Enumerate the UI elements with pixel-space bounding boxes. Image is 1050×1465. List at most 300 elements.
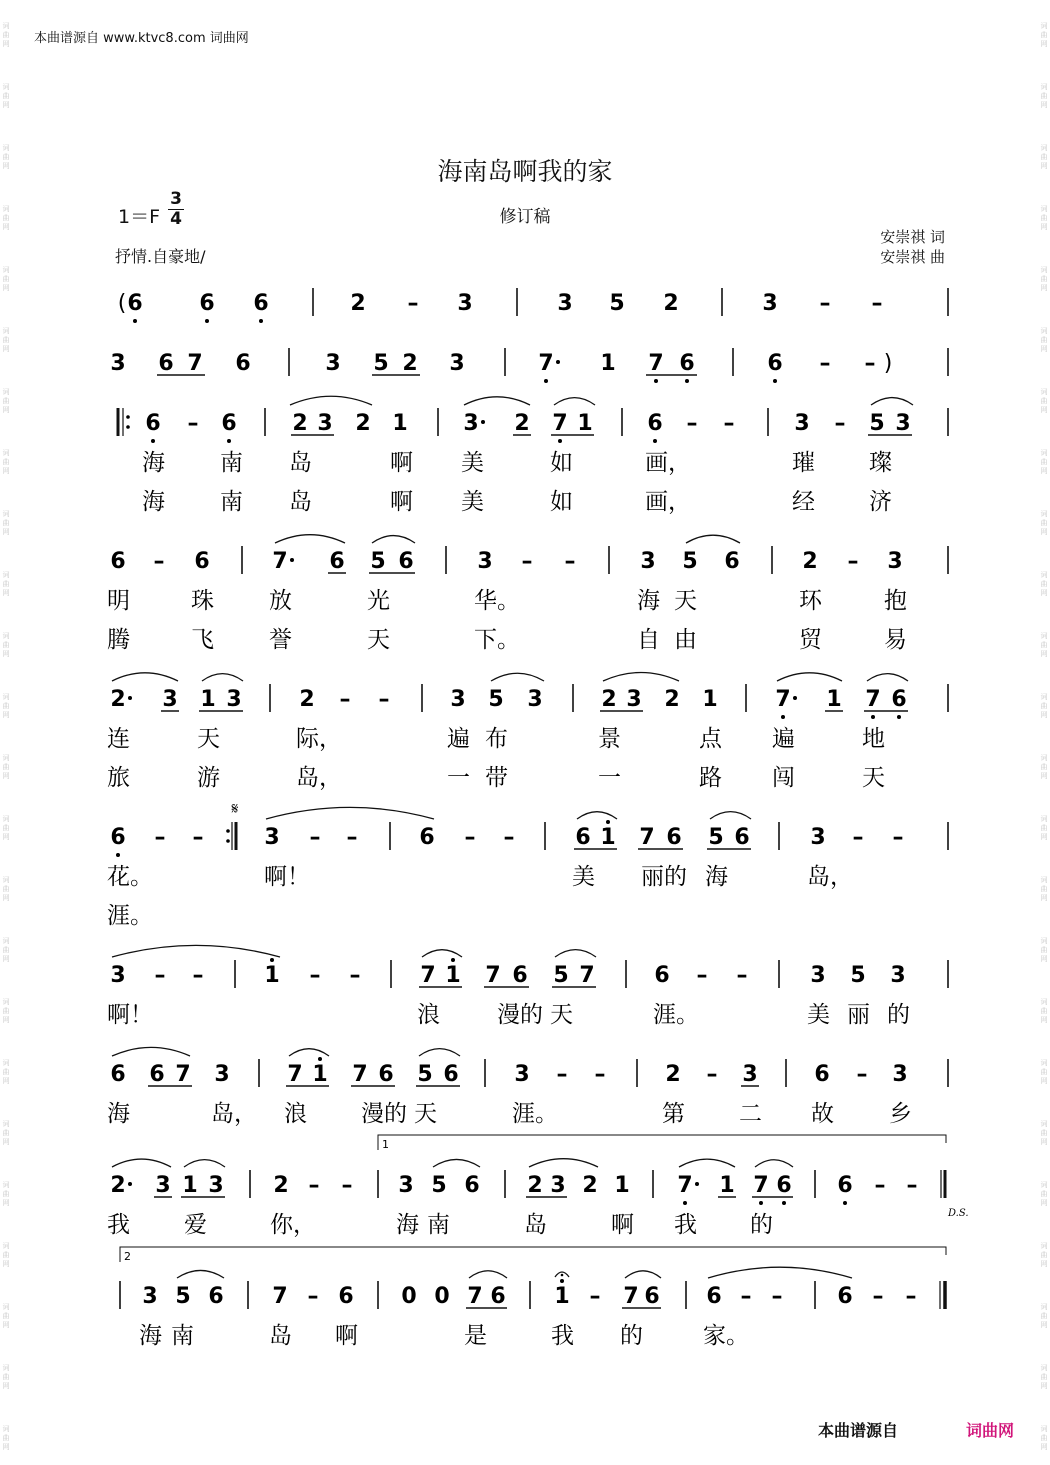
low-octave-dot <box>116 853 120 857</box>
note: 3 <box>214 1062 230 1087</box>
watermark-text: 词 曲 网 <box>2 1059 10 1085</box>
note: 3 <box>317 411 333 436</box>
dash: – <box>852 825 864 850</box>
note: 7 <box>552 411 568 436</box>
lyric: 浪 <box>417 1002 440 1028</box>
slur <box>577 812 617 819</box>
lyric: 景 <box>598 726 621 752</box>
key-signature: 1＝F <box>118 206 161 228</box>
note: 6 <box>329 549 345 574</box>
lyric: 海 <box>107 1101 130 1127</box>
note: 3 <box>325 351 341 376</box>
volta-1-bracket <box>378 1135 946 1150</box>
lyric: 由 <box>674 627 697 653</box>
note: 1 <box>600 351 616 376</box>
lyric: 岛 <box>289 450 312 476</box>
dash: – <box>521 549 533 574</box>
lyric: 明 <box>107 588 130 614</box>
slur <box>372 536 415 543</box>
slur <box>184 1160 225 1167</box>
note: 3 <box>457 291 473 316</box>
lyric: 易 <box>884 627 907 653</box>
high-octave-dot <box>606 820 610 824</box>
note: 6 <box>127 291 143 316</box>
watermark-text: 词 曲 网 <box>1040 266 1048 292</box>
note: 1 <box>577 411 593 436</box>
high-octave-dot <box>560 1279 564 1283</box>
note: 3 <box>162 687 178 712</box>
dash: – <box>871 291 883 316</box>
lyric: 海 <box>142 450 165 476</box>
high-octave-dot <box>270 958 274 962</box>
lyric: 漫的 <box>497 1002 543 1028</box>
slur <box>708 1267 852 1278</box>
note: 3 <box>626 687 642 712</box>
note: 5 <box>850 963 866 988</box>
note: 1 <box>312 1062 328 1087</box>
watermark-text: 词 曲 网 <box>2 876 10 902</box>
note: 3 <box>895 411 911 436</box>
note: 3 <box>477 549 493 574</box>
note: 2 <box>355 411 371 436</box>
lyric: 你， <box>270 1212 316 1238</box>
slur <box>112 673 178 681</box>
dash: – <box>723 411 735 436</box>
augmentation-dot <box>128 1182 132 1186</box>
low-octave-dot <box>781 715 785 719</box>
note: 1 <box>200 687 216 712</box>
note: 6 <box>654 963 670 988</box>
note: 6 <box>110 1062 126 1087</box>
note: 2 <box>292 411 308 436</box>
dash: – <box>556 1062 568 1087</box>
slur <box>686 535 740 543</box>
dash: – <box>906 1173 918 1198</box>
dash: – <box>771 1284 783 1309</box>
dash: – <box>905 1284 917 1309</box>
lyric: 南 <box>427 1212 450 1238</box>
dash: – <box>307 1284 319 1309</box>
note: 2 <box>110 1173 126 1198</box>
lyric: 的 <box>887 1002 910 1028</box>
dash: – <box>187 411 199 436</box>
note: 7 <box>648 351 664 376</box>
dash: – <box>153 549 165 574</box>
watermark-text: 词 曲 网 <box>2 571 10 597</box>
dash: – <box>154 825 166 850</box>
note: 7 <box>865 687 881 712</box>
lyric: 一 <box>598 765 621 791</box>
watermark-text: 词 曲 网 <box>1040 83 1048 109</box>
volta-1-number: 1 <box>382 1138 389 1151</box>
slur <box>112 945 280 957</box>
note: 1 <box>600 825 616 850</box>
note: 5 <box>682 549 698 574</box>
note: 6 <box>443 1062 459 1087</box>
note: 3 <box>142 1284 158 1309</box>
ds-mark: D.S. <box>948 1208 969 1219</box>
dash: – <box>339 687 351 712</box>
slur <box>867 674 908 681</box>
watermark-text: 词 曲 网 <box>2 22 10 48</box>
source-header[interactable]: 本曲谱源自 www.ktvc8.com 词曲网 <box>34 31 249 46</box>
lyric: 是 <box>464 1323 487 1349</box>
tempo-marking: 抒情.自豪地/ <box>115 247 206 266</box>
subtitle: 修订稿 <box>499 207 551 227</box>
slur <box>177 1270 224 1278</box>
note: 3 <box>208 1173 224 1198</box>
note: 6 <box>145 411 161 436</box>
low-octave-dot <box>544 379 548 383</box>
augmentation-dot <box>556 360 560 364</box>
lyric: 连 <box>107 726 130 752</box>
note: 5 <box>431 1173 447 1198</box>
watermark-text: 词 曲 网 <box>2 937 10 963</box>
lyric: 涯。 <box>653 1002 699 1028</box>
lyric: 一 <box>447 765 470 791</box>
watermark-text: 词 曲 网 <box>1040 1181 1048 1207</box>
watermark-text: 词 曲 网 <box>2 388 10 414</box>
lyric: 漫的 <box>361 1101 407 1127</box>
watermark-text: 词 曲 网 <box>1040 571 1048 597</box>
lyric: 布 <box>485 726 508 752</box>
note: 6 <box>110 549 126 574</box>
watermark-text: 词 曲 网 <box>1040 876 1048 902</box>
lyric: 经 <box>792 489 815 515</box>
note: 1 <box>614 1173 630 1198</box>
low-octave-dot <box>654 379 658 383</box>
dash: – <box>341 1173 353 1198</box>
note: 3 <box>794 411 810 436</box>
note: 7 <box>639 825 655 850</box>
lyric: 美 <box>461 489 484 515</box>
note: 6 <box>208 1284 224 1309</box>
lyric: 海 <box>139 1323 162 1349</box>
lyric: 二 <box>739 1101 762 1127</box>
note: 2 <box>663 291 679 316</box>
augmentation-dot <box>128 696 132 700</box>
slur <box>289 1049 329 1056</box>
note: 6 <box>647 411 663 436</box>
note: 5 <box>373 351 389 376</box>
dash: – <box>706 1062 718 1087</box>
note: 1 <box>554 1284 570 1309</box>
lyricist-credit: 安崇祺 词 <box>880 228 945 246</box>
low-octave-dot <box>259 319 263 323</box>
dash: – <box>686 411 698 436</box>
slur <box>755 1160 793 1167</box>
lyric: 下。 <box>474 627 520 653</box>
watermark-text: 词 曲 网 <box>1040 754 1048 780</box>
dash: – <box>736 963 748 988</box>
lyric: 环 <box>799 588 822 614</box>
watermark-text: 词 曲 网 <box>2 144 10 170</box>
note: 6 <box>891 687 907 712</box>
note: 6 <box>512 963 528 988</box>
dash: – <box>834 411 846 436</box>
repeat-dot <box>126 415 130 419</box>
note: 1 <box>826 687 842 712</box>
note: 5 <box>553 963 569 988</box>
watermark-text: 词 曲 网 <box>1040 693 1048 719</box>
note: 7 <box>677 1173 693 1198</box>
note: 6 <box>199 291 215 316</box>
watermark-text: 词 曲 网 <box>2 1303 10 1329</box>
lyric: 地 <box>862 726 885 752</box>
watermark-text: 词 曲 网 <box>2 83 10 109</box>
dash: – <box>308 1173 320 1198</box>
note: 6 <box>644 1284 660 1309</box>
dash: – <box>864 351 876 376</box>
augmentation-dot <box>695 1182 699 1186</box>
dash: – <box>847 549 859 574</box>
watermark-text: 词 曲 网 <box>1040 815 1048 841</box>
watermark-text: 词 曲 网 <box>2 510 10 536</box>
watermark-text: 词 曲 网 <box>1040 327 1048 353</box>
low-octave-dot <box>773 379 777 383</box>
watermark-text: 词 曲 网 <box>1040 1303 1048 1329</box>
lyric: 游 <box>197 765 220 791</box>
note: 2 <box>664 687 680 712</box>
note: 1 <box>445 963 461 988</box>
note: 2 <box>402 351 418 376</box>
slur <box>275 535 345 543</box>
dash: – <box>407 291 419 316</box>
watermark-text: 词 曲 网 <box>1040 144 1048 170</box>
note: 3 <box>640 549 656 574</box>
lyric: 遍 <box>772 726 795 752</box>
note: 2 <box>582 1173 598 1198</box>
low-octave-dot <box>843 1201 847 1205</box>
footer-source: 本曲谱源自 <box>818 1421 899 1440</box>
lyric: 海 <box>142 489 165 515</box>
lyric: 岛 <box>269 1323 292 1349</box>
note: 7 <box>753 1173 769 1198</box>
dash: – <box>154 963 166 988</box>
time-signature-bottom: 4 <box>168 209 184 229</box>
dash: – <box>309 825 321 850</box>
lyric: 美 <box>461 450 484 476</box>
note: 6 <box>235 351 251 376</box>
low-octave-dot <box>151 439 155 443</box>
low-octave-dot <box>205 319 209 323</box>
slur <box>625 1271 661 1278</box>
watermark-text: 词 曲 网 <box>2 754 10 780</box>
note: 2 <box>601 687 617 712</box>
note: 5 <box>417 1062 433 1087</box>
low-octave-dot <box>685 379 689 383</box>
note: 5 <box>869 411 885 436</box>
note: 3 <box>810 825 826 850</box>
lyric: 啊！ <box>264 864 310 890</box>
lyric: 花。 <box>107 864 153 890</box>
dash: – <box>819 351 831 376</box>
note: 6 <box>490 1284 506 1309</box>
lyric: 海 <box>396 1212 419 1238</box>
lyric: 我 <box>107 1212 130 1238</box>
note: 7 <box>352 1062 368 1087</box>
fermata-dot <box>561 1274 564 1277</box>
song-title: 海南岛啊我的家 <box>437 157 613 186</box>
lyric: 涯。 <box>512 1101 558 1127</box>
lyric: 天 <box>862 765 885 791</box>
note: 2 <box>527 1173 543 1198</box>
watermark-text: 词 曲 网 <box>1040 205 1048 231</box>
lyric: 抱 <box>884 588 907 614</box>
watermark-text: 词 曲 网 <box>1040 388 1048 414</box>
dash: – <box>740 1284 752 1309</box>
time-signature-top: 3 <box>170 189 182 209</box>
dash: – <box>872 1284 884 1309</box>
note: 3 <box>890 963 906 988</box>
note: 3 <box>887 549 903 574</box>
dash: – <box>594 1062 606 1087</box>
note: 6 <box>767 351 783 376</box>
lyric: 自 <box>637 627 660 653</box>
lyric: 华。 <box>474 588 520 614</box>
note: 5 <box>708 825 724 850</box>
slur <box>871 398 913 405</box>
lyric: 画， <box>645 489 691 515</box>
note: 3 <box>110 963 126 988</box>
low-octave-dot <box>227 439 231 443</box>
low-octave-dot <box>782 1201 786 1205</box>
lyric: 如 <box>550 489 573 515</box>
lyric: 丽 <box>847 1002 870 1028</box>
note: 6 <box>724 549 740 574</box>
note: 5 <box>609 291 625 316</box>
note: 6 <box>776 1173 792 1198</box>
footer-logo[interactable]: 词曲网 <box>966 1421 1015 1440</box>
low-octave-dot <box>897 715 901 719</box>
note: 7 <box>272 549 288 574</box>
note: 6 <box>338 1284 354 1309</box>
dash: – <box>589 1284 601 1309</box>
note: 3 <box>762 291 778 316</box>
lyric: 岛 <box>524 1212 547 1238</box>
dash: – <box>192 963 204 988</box>
note: 6 <box>706 1284 722 1309</box>
note: 7 <box>420 963 436 988</box>
note: 6 <box>814 1062 830 1087</box>
note: 2 <box>299 687 315 712</box>
note: 3 <box>155 1173 171 1198</box>
note: 6 <box>837 1284 853 1309</box>
note: 3 <box>398 1173 414 1198</box>
dash: – <box>378 687 390 712</box>
note: 6 <box>398 549 414 574</box>
watermark-text: 词 曲 网 <box>1040 1242 1048 1268</box>
lyric: 贸 <box>799 627 822 653</box>
note: 6 <box>378 1062 394 1087</box>
watermark-text: 词 曲 网 <box>2 1364 10 1390</box>
high-octave-dot <box>451 958 455 962</box>
lyric: 的 <box>750 1212 773 1238</box>
lyric: 岛， <box>807 864 853 890</box>
note: 3 <box>892 1062 908 1087</box>
note: 3 <box>463 411 479 436</box>
repeat-dot <box>226 839 230 843</box>
note: 7 <box>538 351 554 376</box>
lyric: 岛， <box>296 765 342 791</box>
lyric: 天 <box>414 1101 437 1127</box>
lyric: 飞 <box>191 627 214 653</box>
slur <box>422 950 462 957</box>
repeat-dot <box>126 425 130 429</box>
slur <box>202 674 243 681</box>
lyric: 天 <box>197 726 220 752</box>
lyric: 涯。 <box>107 903 153 929</box>
augmentation-dot <box>481 420 485 424</box>
watermark-text: 词 曲 网 <box>1040 22 1048 48</box>
dash: – <box>464 825 476 850</box>
low-octave-dot <box>653 439 657 443</box>
note: 1 <box>719 1173 735 1198</box>
slur <box>464 397 530 405</box>
note: 7 <box>485 963 501 988</box>
lyric: 放 <box>269 588 292 614</box>
lyric: 南 <box>220 450 243 476</box>
bracket: ) <box>883 351 893 376</box>
lyric: 路 <box>699 765 722 791</box>
watermark-text: 词 曲 网 <box>2 205 10 231</box>
note: 5 <box>370 549 386 574</box>
note: 0 <box>401 1284 417 1309</box>
slur <box>112 1047 190 1056</box>
lyric: 啊！ <box>107 1002 153 1028</box>
low-octave-dot <box>133 319 137 323</box>
note: 7 <box>272 1284 288 1309</box>
lyric: 岛， <box>211 1101 257 1127</box>
watermark-text: 词 曲 网 <box>2 1120 10 1146</box>
note: 0 <box>434 1284 450 1309</box>
high-octave-dot <box>318 1057 322 1061</box>
lyric: 浪 <box>284 1101 307 1127</box>
lyric: 啊 <box>335 1323 358 1349</box>
watermark-text: 词 曲 网 <box>1040 1425 1048 1451</box>
lyric: 天 <box>367 627 390 653</box>
watermark-text: 词 曲 网 <box>2 266 10 292</box>
note: 6 <box>149 1062 165 1087</box>
dash: – <box>819 291 831 316</box>
dash: – <box>309 963 321 988</box>
slur <box>266 807 434 819</box>
watermark-text: 词 曲 网 <box>1040 632 1048 658</box>
note: 2 <box>273 1173 289 1198</box>
lyric: 啊 <box>390 450 413 476</box>
watermark-text: 词 曲 网 <box>2 693 10 719</box>
low-octave-dot <box>558 439 562 443</box>
augmentation-dot <box>793 696 797 700</box>
lyric: 如 <box>550 450 573 476</box>
note: 2 <box>110 687 126 712</box>
note: 2 <box>350 291 366 316</box>
watermark-text: 词 曲 网 <box>2 998 10 1024</box>
dash: – <box>874 1173 886 1198</box>
lyric: 我 <box>551 1323 574 1349</box>
note: 7 <box>187 351 203 376</box>
note: 1 <box>264 963 280 988</box>
note: 3 <box>514 1062 530 1087</box>
low-octave-dot <box>871 715 875 719</box>
note: 3 <box>110 351 126 376</box>
dash: – <box>892 825 904 850</box>
note: 3 <box>810 963 826 988</box>
slur <box>433 1159 480 1167</box>
lyric: 家。 <box>703 1323 749 1349</box>
lyric: 啊 <box>611 1212 634 1238</box>
watermark-text: 词 曲 网 <box>2 327 10 353</box>
